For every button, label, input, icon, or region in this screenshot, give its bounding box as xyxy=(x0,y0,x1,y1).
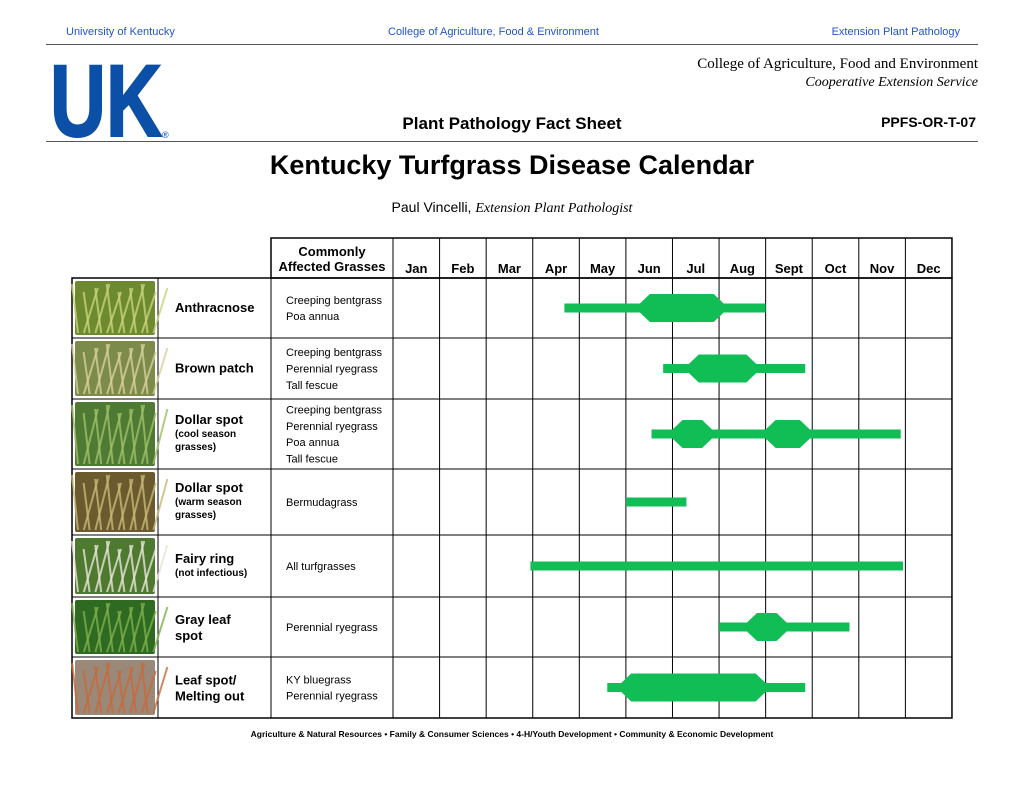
disease-photo-1 xyxy=(72,341,167,396)
month-header-feb: Feb xyxy=(451,261,475,276)
disease-photo-0 xyxy=(72,281,167,335)
disease-peak-bar xyxy=(621,674,765,702)
month-header-nov: Nov xyxy=(869,261,895,276)
month-header-jan: Jan xyxy=(405,261,428,276)
month-header-aug: Aug xyxy=(729,261,755,276)
affected-grass: All turfgrasses xyxy=(286,561,356,573)
affected-grass: Tall fescue xyxy=(286,379,338,392)
disease-name: Dollar spot xyxy=(175,412,243,427)
nav-plant-pathology[interactable]: Extension Plant Pathology xyxy=(831,26,960,38)
affected-grass: Creeping bentgrass xyxy=(286,347,383,360)
disease-peak-bar xyxy=(766,420,810,448)
grasses-header-line1: Commonly xyxy=(298,244,366,259)
disease-activity-bar xyxy=(530,562,903,571)
month-header-apr: Apr xyxy=(544,261,568,276)
disease-photo-6 xyxy=(72,660,167,715)
disease-peak-bar xyxy=(747,613,787,641)
disease-name: Fairy ring xyxy=(175,551,235,566)
disease-name: Dollar spot xyxy=(175,480,243,495)
disease-peak-bar xyxy=(672,420,712,448)
month-header-oct: Oct xyxy=(824,261,847,276)
footer-programs: Agriculture & Natural Resources • Family & Consumer Sciences • 4-H/Youth Development • Community & Economic Development xyxy=(250,729,774,739)
nav-college[interactable]: College of Agriculture, Food & Environment xyxy=(388,26,599,38)
disease-peak-bar xyxy=(689,355,757,383)
month-header-jun: Jun xyxy=(637,261,661,276)
author-role: Extension Plant Pathologist xyxy=(475,201,633,216)
author-name: Paul Vincelli, xyxy=(391,199,476,215)
disease-name: Leaf spot/ xyxy=(175,672,237,688)
fact-sheet-code: PPFS-OR-T-07 xyxy=(881,114,976,130)
disease-subtitle: grasses) xyxy=(175,510,217,521)
month-header-jul: Jul xyxy=(686,261,706,276)
affected-grass: Creeping bentgrass xyxy=(286,294,383,307)
affected-grass: Tall fescue xyxy=(286,453,338,466)
affected-grass: Perennial ryegrass xyxy=(286,363,378,376)
extension-service: Cooperative Extension Service xyxy=(805,75,978,90)
disease-subtitle: (warm season xyxy=(175,497,242,508)
affected-grass: Perennial ryegrass xyxy=(286,690,378,703)
affected-grass: KY bluegrass xyxy=(286,674,352,687)
registered-mark: ® xyxy=(162,130,169,140)
disease-photo-5 xyxy=(72,600,167,654)
month-header-mar: Mar xyxy=(497,261,522,276)
affected-grass: Poa annua xyxy=(286,311,340,324)
disease-subtitle: (cool season xyxy=(175,429,237,440)
disease-photo-2 xyxy=(72,402,167,466)
college-name: College of Agriculture, Food and Environment xyxy=(697,56,978,72)
page-title: Kentucky Turfgrass Disease Calendar xyxy=(269,150,755,180)
disease-photo-4 xyxy=(72,538,167,594)
affected-grass: Perennial ryegrass xyxy=(286,420,378,433)
disease-name: Melting out xyxy=(175,688,245,704)
month-header-dec: Dec xyxy=(916,261,941,276)
disease-name: Brown patch xyxy=(175,360,254,376)
affected-grass: Creeping bentgrass xyxy=(286,404,383,417)
disease-name: Gray leaf xyxy=(175,612,231,627)
disease-peak-bar xyxy=(640,294,724,322)
fact-sheet-label: Plant Pathology Fact Sheet xyxy=(402,114,622,133)
disease-name: Anthracnose xyxy=(175,300,255,315)
nav-university[interactable]: University of Kentucky xyxy=(66,26,175,38)
disease-activity-bar xyxy=(626,498,687,507)
affected-grass: Bermudagrass xyxy=(286,497,358,509)
disease-photo-3 xyxy=(72,472,167,532)
affected-grass: Poa annua xyxy=(286,437,340,450)
affected-grass: Perennial ryegrass xyxy=(286,622,378,634)
disease-subtitle: grasses) xyxy=(175,442,217,453)
uk-logo-text: UK xyxy=(50,48,162,140)
grasses-header-line2: Affected Grasses xyxy=(278,259,386,274)
disease-name: spot xyxy=(175,628,203,643)
disease-subtitle: (not infectious) xyxy=(175,568,248,579)
month-header-sept: Sept xyxy=(774,261,804,276)
month-header-may: May xyxy=(589,261,616,276)
